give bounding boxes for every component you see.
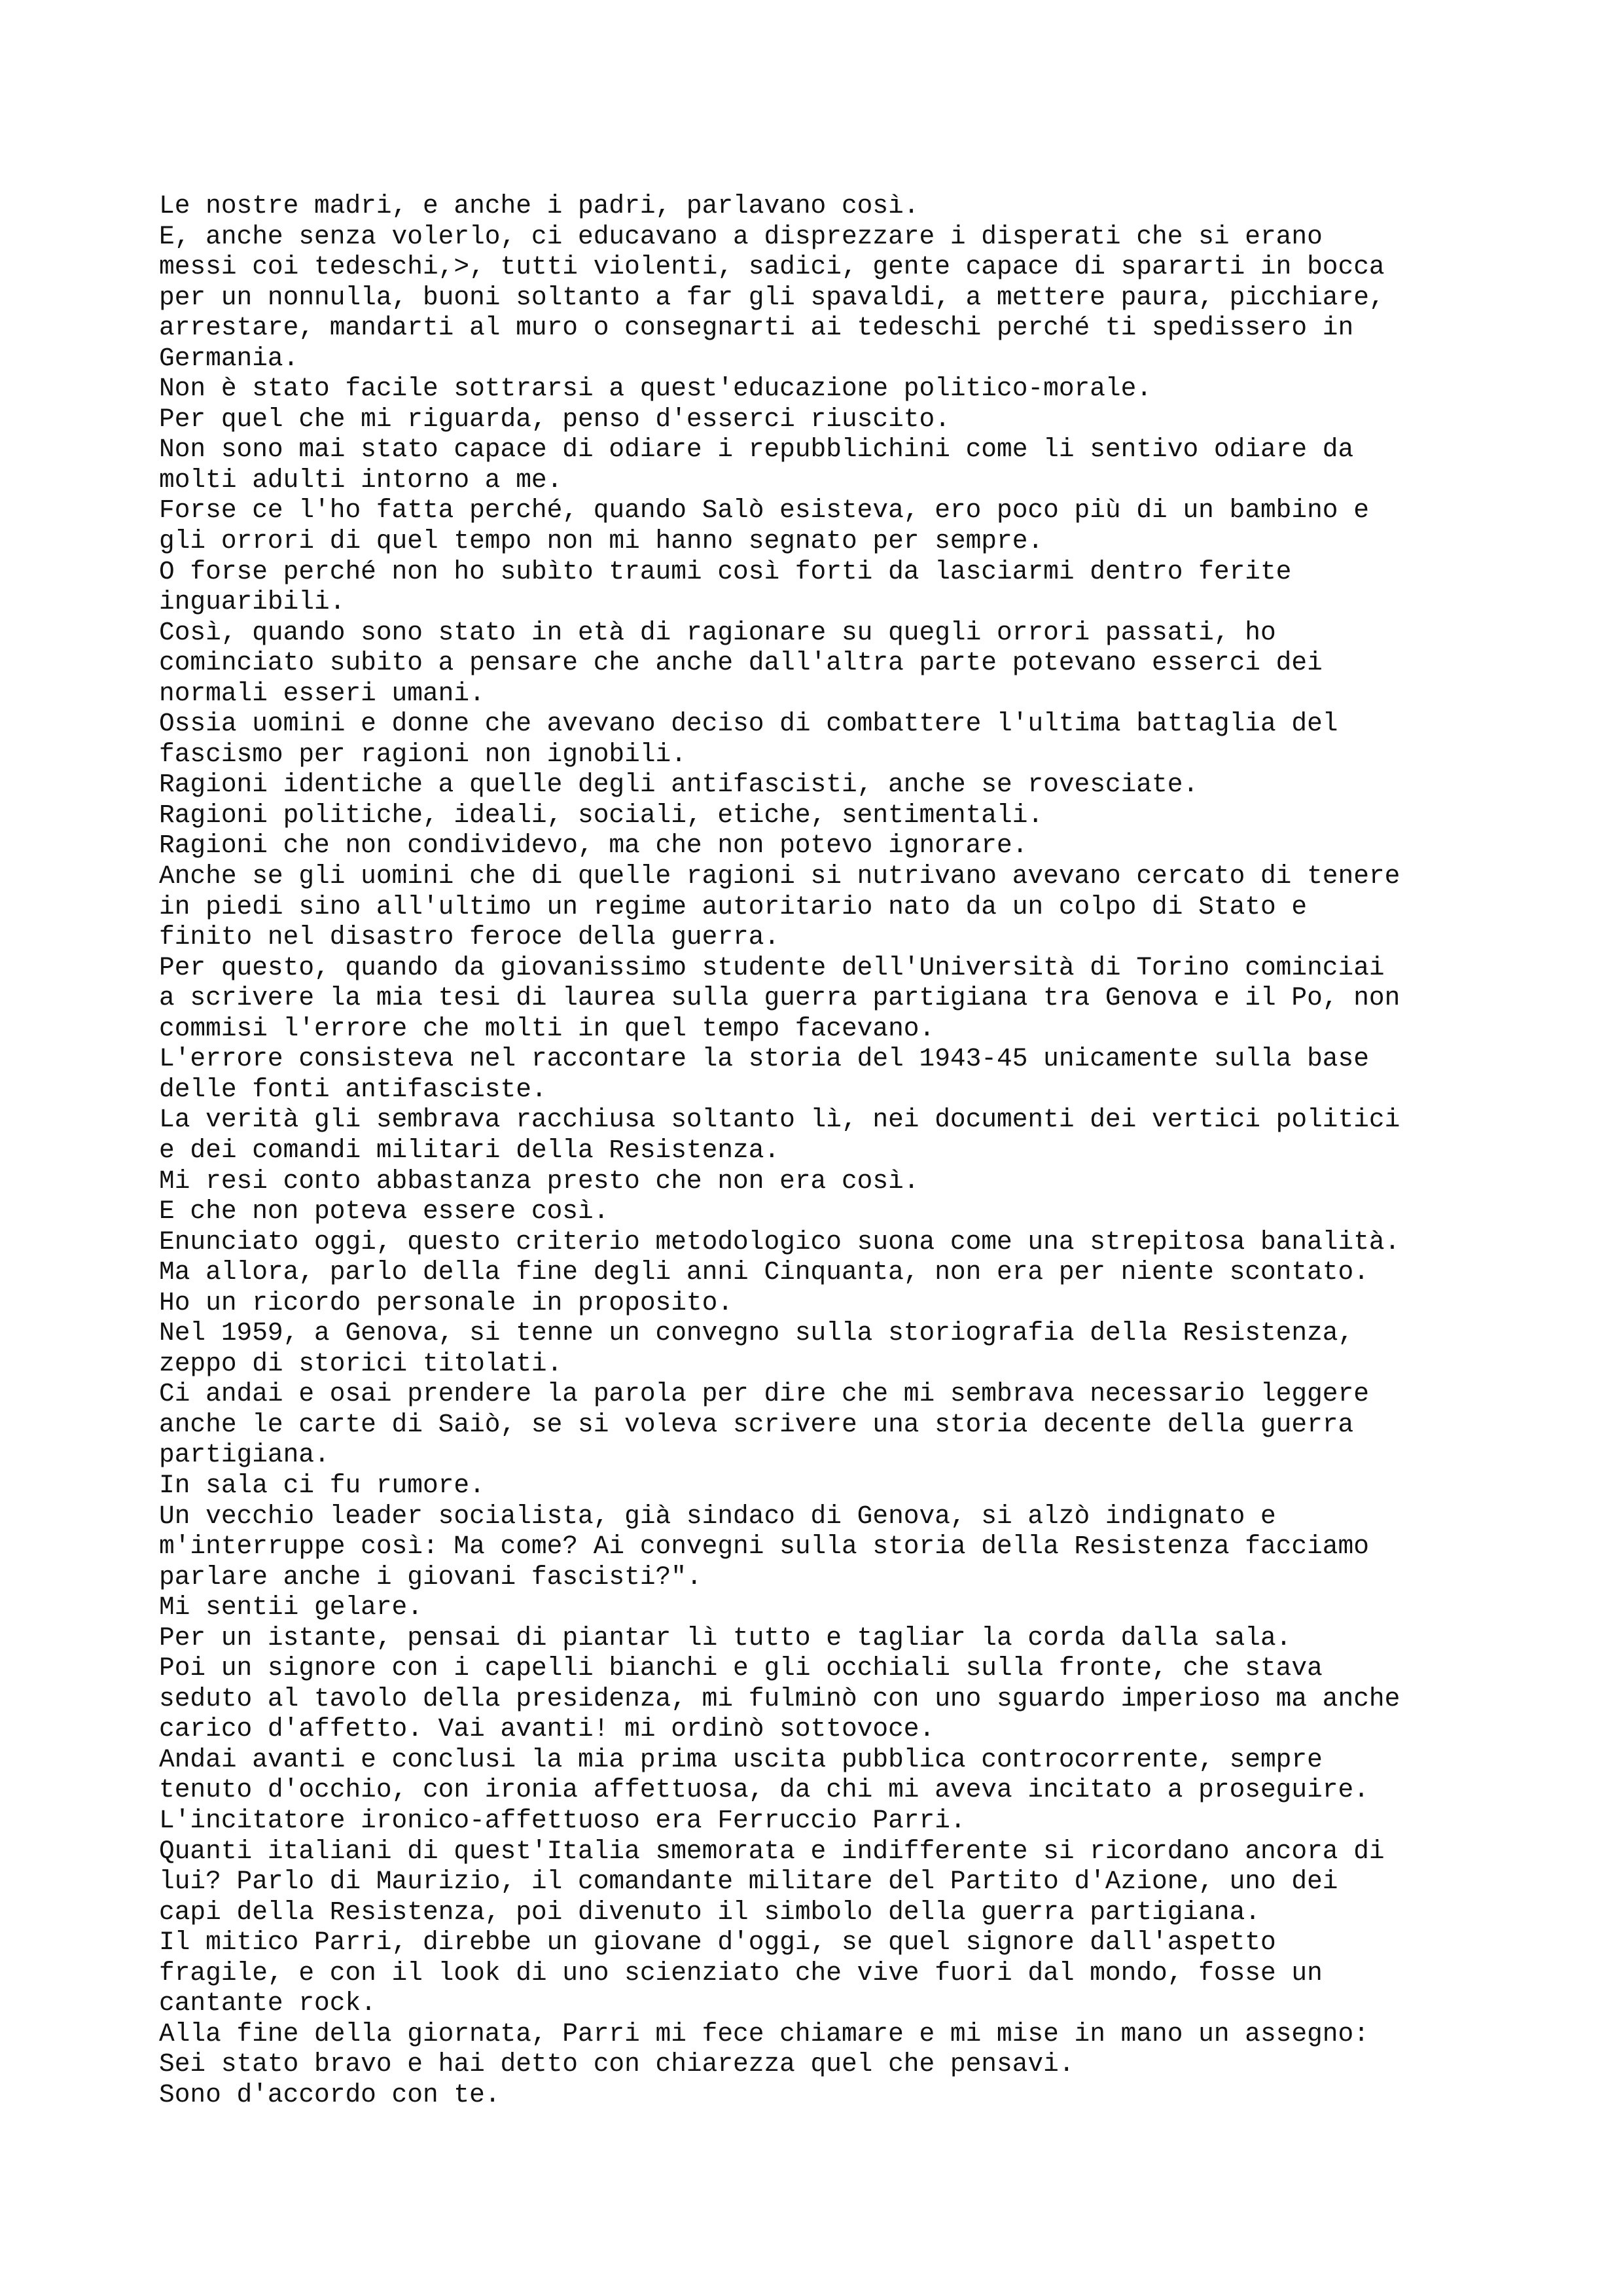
text-line: Forse ce l'ho fatta perché, quando Salò esisteva, ero poco più di un bambino e (159, 495, 1369, 526)
text-line: Ossia uomini e donne che avevano deciso di combattere l'ultima battaglia del (159, 709, 1338, 739)
text-line: zeppo di storici titolati. (159, 1348, 563, 1378)
text-line: L'errore consisteva nel raccontare la storia del 1943-45 unicamente sulla base (159, 1044, 1369, 1074)
text-line: Per questo, quando da giovanissimo studente dell'Università di Torino cominciai (159, 952, 1385, 982)
text-line: e dei comandi militari della Resistenza. (159, 1135, 780, 1165)
text-line: La verità gli sembrava racchiusa soltanto lì, nei documenti dei vertici politici (159, 1105, 1400, 1135)
text-line: Ragioni che non condividevo, ma che non potevo ignorare. (159, 831, 1028, 861)
text-line: capi della Resistenza, poi divenuto il simbolo della guerra partigiana. (159, 1897, 1260, 1927)
text-line: a scrivere la mia tesi di laurea sulla guerra partigiana tra Genova e il Po, non (159, 983, 1400, 1013)
text-line: arrestare, mandarti al muro o consegnarti ai tedeschi perché ti spedissero in (159, 313, 1354, 343)
text-line: Germania. (159, 343, 299, 373)
text-line: Anche se gli uomini che di quelle ragioni si nutrivano avevano cercato di tenere (159, 861, 1400, 891)
text-line: E che non poteva essere così. (159, 1196, 609, 1227)
text-line: seduto al tavolo della presidenza, mi fulminò con uno sguardo imperioso ma anche (159, 1683, 1400, 1713)
text-line: Enunciato oggi, questo criterio metodologico suona come una strepitosa banalità. (159, 1227, 1400, 1257)
text-line: Il mitico Parri, direbbe un giovane d'oggi, se quel signore dall'aspetto (159, 1928, 1276, 1958)
text-line: Non sono mai stato capace di odiare i repubblichini come li sentivo odiare da (159, 435, 1354, 465)
text-line: carico d'affetto. Vai avanti! mi ordinò sottovoce. (159, 1714, 935, 1744)
text-line: commisi l'errore che molti in quel tempo facevano. (159, 1013, 935, 1043)
text-line: lui? Parlo di Maurizio, il comandante militare del Partito d'Azione, uno dei (159, 1867, 1338, 1897)
text-line: Così, quando sono stato in età di ragionare su quegli orrori passati, ho (159, 617, 1276, 647)
text-line: messi coi tedeschi,>, tutti violenti, sadici, gente capace di spararti in bocca (159, 252, 1385, 282)
text-line: Alla fine della giornata, Parri mi fece chiamare e mi mise in mano un assegno: (159, 2018, 1369, 2049)
body-text (159, 191, 1533, 2110)
text-line: In sala ci fu rumore. (159, 1470, 485, 1500)
text-line: Quanti italiani di quest'Italia smemorata e indifferente si ricordano ancora di (159, 1836, 1385, 1866)
text-line: molti adulti intorno a me. (159, 465, 563, 495)
text-line: Sei stato bravo e hai detto con chiarezza quel che pensavi. (159, 2049, 1075, 2079)
text-line: cominciato subito a pensare che anche dall'altra parte potevano esserci dei (159, 648, 1323, 678)
text-line: per un nonnulla, buoni soltanto a far gli spavaldi, a mettere paura, picchiare, (159, 282, 1385, 312)
text-line: m'interruppe così: Ma come? Ai convegni sulla storia della Resistenza facciamo (159, 1532, 1369, 1562)
text-line: partigiana. (159, 1440, 330, 1470)
text-line: fascismo per ragioni non ignobili. (159, 739, 687, 769)
text-line: Mi resi conto abbastanza presto che non era così. (159, 1166, 919, 1196)
text-line: Ragioni identiche a quelle degli antifascisti, anche se rovesciate. (159, 770, 1199, 800)
text-line: anche le carte di Saiò, se si voleva scrivere una storia decente della guerra (159, 1409, 1354, 1439)
text-line: Nel 1959, a Genova, si tenne un convegno sulla storiografia della Resistenza, (159, 1318, 1354, 1348)
text-line: L'incitatore ironico-affettuoso era Ferruccio Parri. (159, 1805, 966, 1835)
text-line: Poi un signore con i capelli bianchi e gli occhiali sulla fronte, che stava (159, 1653, 1323, 1683)
text-line: Ragioni politiche, ideali, sociali, etiche, sentimentali. (159, 800, 1044, 830)
text-line: tenuto d'occhio, con ironia affettuosa, da chi mi aveva incitato a proseguire. (159, 1775, 1369, 1805)
text-line: Mi sentii gelare. (159, 1592, 423, 1623)
text-line: Ma allora, parlo della fine degli anni Cinquanta, non era per niente scontato. (159, 1257, 1369, 1287)
text-line: Per quel che mi riguarda, penso d'esserci riuscito. (159, 404, 950, 434)
text-line: gli orrori di quel tempo non mi hanno segnato per sempre. (159, 526, 1044, 556)
text-line: parlare anche i giovani fascisti?". (159, 1562, 702, 1592)
text-line: in piedi sino all'ultimo un regime autoritario nato da un colpo di Stato e (159, 891, 1308, 922)
text-line: delle fonti antifasciste. (159, 1074, 547, 1104)
text-line: Non è stato facile sottrarsi a quest'educazione politico-morale. (159, 374, 1152, 404)
text-line: Ci andai e osai prendere la parola per dire che mi sembrava necessario leggere (159, 1379, 1369, 1409)
text-line: E, anche senza volerlo, ci educavano a disprezzare i disperati che si erano (159, 221, 1323, 251)
text-line: finito nel disastro feroce della guerra. (159, 922, 780, 952)
text-line: Sono d'accordo con te. (159, 2079, 501, 2109)
text-line: cantante rock. (159, 1988, 376, 2018)
text-line: Ho un ricordo personale in proposito. (159, 1287, 734, 1318)
text-line: Un vecchio leader socialista, già sindaco di Genova, si alzò indignato e (159, 1501, 1276, 1531)
text-line: inguaribili. (159, 587, 346, 617)
text-line: Per un istante, pensai di piantar lì tutto e tagliar la corda dalla sala. (159, 1623, 1292, 1653)
text-line: O forse perché non ho subìto traumi così forti da lasciarmi dentro ferite (159, 556, 1292, 586)
text-line: Le nostre madri, e anche i padri, parlavano così. (159, 191, 919, 221)
text-line: Andai avanti e conclusi la mia prima uscita pubblica controcorrente, sempre (159, 1744, 1323, 1774)
text-line: fragile, e con il look di uno scienziato che vive fuori dal mondo, fosse un (159, 1958, 1323, 1988)
text-line: normali esseri umani. (159, 678, 485, 708)
